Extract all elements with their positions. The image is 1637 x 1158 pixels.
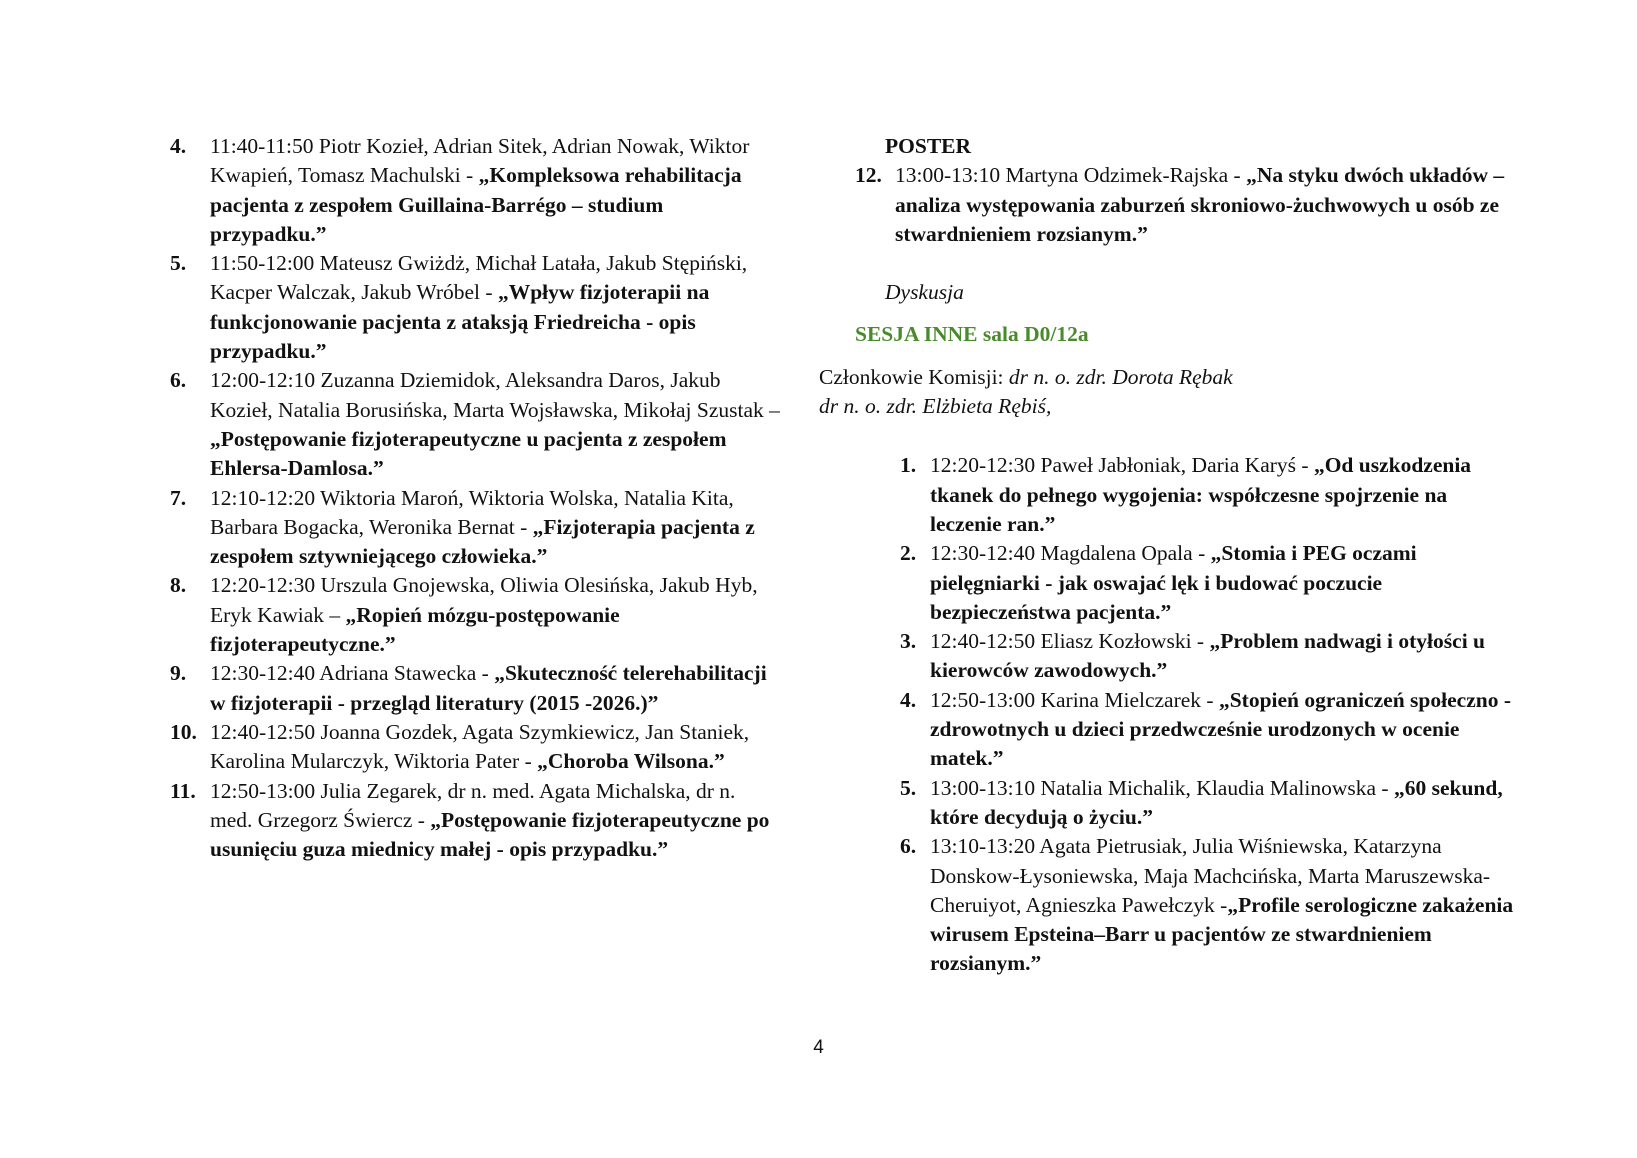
- item-authors: 12:40-12:50 Eliasz Kozłowski -: [930, 629, 1210, 654]
- program-item: [855, 161, 1515, 249]
- program-item: [855, 627, 1515, 686]
- item-authors: 13:00-13:10 Natalia Michalik, Klaudia Malinowska -: [930, 775, 1394, 800]
- item-title: „Fizjoterapia pacjenta z zespołem sztywniejącego człowieka.”: [210, 514, 755, 569]
- item-title: „Na styku dwóch układów – analiza występowania zaburzeń skroniowo-żuchwowych u osób ze stwardnieniem rozsianym.”: [895, 163, 1505, 246]
- item-number: 6.: [170, 368, 187, 393]
- item-number: 6.: [900, 834, 917, 859]
- committee-member: dr n. o. zdr. Elżbieta Rębiś,: [819, 394, 1052, 419]
- committee-label: Członkowie Komisji:: [819, 364, 1009, 389]
- item-authors: 11:50-12:00 Mateusz Gwiżdż, Michał Latała, Jakub Stępiński, Kacper Walczak, Jakub Wróbel -: [210, 251, 748, 305]
- right-column: [819, 132, 1515, 979]
- program-item: [170, 777, 780, 865]
- item-title: „Stopień ograniczeń społeczno - zdrowotnych u dzieci przedwcześnie urodzonych w ocenie matek.”: [930, 687, 1511, 771]
- item-number: 8.: [170, 573, 187, 598]
- item-title: „Problem nadwagi i otyłości u kierowców zawodowych.”: [930, 629, 1486, 683]
- item-number: 12.: [855, 163, 882, 188]
- item-title: „Stomia i PEG oczami pielęgniarki - jak oswajać lęk i budować poczucie bezpieczeństwa pacjenta.”: [930, 541, 1417, 624]
- program-item: [170, 571, 780, 659]
- item-number: 3.: [900, 629, 917, 654]
- item-number: 9.: [170, 661, 187, 686]
- page-number: 4: [813, 1037, 824, 1058]
- item-number: 5.: [170, 251, 187, 276]
- item-title: „Profile serologiczne zakażenia wirusem Epsteina–Barr u pacjentów ze stwardnieniem rozsianym.”: [930, 892, 1514, 976]
- program-item: [170, 659, 780, 718]
- item-authors: 12:20-12:30 Urszula Gnojewska, Oliwia Olesińska, Jakub Hyb, Eryk Kawiak –: [210, 573, 758, 627]
- item-authors: 12:50-13:00 Julia Zegarek, dr n. med. Agata Michalska, dr n. med. Grzegorz Świercz -: [210, 778, 736, 832]
- item-number: 11.: [170, 778, 196, 803]
- program-item: [170, 132, 780, 249]
- item-authors: 12:20-12:30 Paweł Jabłoniak, Daria Karyś -: [930, 453, 1314, 478]
- committee-member: dr n. o. zdr. Dorota Rębak: [1008, 364, 1233, 389]
- program-item: [855, 451, 1515, 539]
- item-title: „Skuteczność telerehabilitacji w fizjoterapii - przegląd literatury (2015 -2026.)”: [210, 661, 767, 715]
- item-authors: 12:10-12:20 Wiktoria Maroń, Wiktoria Wolska, Natalia Kita, Barbara Bogacka, Weronika Bernat -: [210, 485, 734, 539]
- program-item: [170, 249, 780, 366]
- program-item: [170, 484, 780, 572]
- item-authors: 12:30-12:40 Magdalena Opala -: [930, 541, 1211, 566]
- item-number: 7.: [170, 485, 187, 510]
- item-number: 4.: [170, 134, 187, 158]
- item-authors: 12:40-12:50 Joanna Gozdek, Agata Szymkiewicz, Jan Staniek, Karolina Mularczyk, Wiktoria Pater -: [210, 719, 750, 774]
- item-authors: 13:10-13:20 Agata Pietrusiak, Julia Wiśniewska, Katarzyna Donskow-Łysoniewska, Maja Machcińska, Marta Maruszewska-Cheruiyot, Agnieszka Pawełczyk -: [930, 834, 1491, 917]
- item-number: 4.: [900, 687, 917, 712]
- item-authors: 11:40-11:50 Piotr Kozieł, Adrian Sitek, Adrian Nowak, Wiktor Kwapień, Tomasz Machulski -: [210, 134, 750, 188]
- item-title: „60 sekund, które decydują o życiu.”: [930, 775, 1503, 829]
- committee-block: [819, 363, 1515, 422]
- item-authors: 12:50-13:00 Karina Mielczarek -: [930, 687, 1219, 712]
- item-title: „Postępowanie fizjoterapeutyczne po usunięciu guza miednicy małej - opis przypadku.”: [210, 807, 770, 862]
- item-title: „Choroba Wilsona.”: [537, 749, 725, 774]
- item-number: 2.: [900, 541, 917, 566]
- item-title: „Wpływ fizjoterapii na funkcjonowanie pacjenta z ataksją Friedreicha - opis przypadku.”: [210, 280, 710, 364]
- program-item: [170, 366, 780, 483]
- item-title: „Od uszkodzenia tkanek do pełnego wygojenia: współczesne spojrzenie na leczenie ran.”: [930, 453, 1472, 536]
- item-authors: 13:00-13:10 Martyna Odzimek-Rajska -: [895, 163, 1247, 188]
- program-item: [855, 686, 1515, 774]
- item-number: 1.: [900, 453, 917, 478]
- program-item: [170, 718, 780, 777]
- item-authors: 12:00-12:10 Zuzanna Dziemidok, Aleksandra Daros, Jakub Kozieł, Natalia Borusińska, Marta Wojsławska, Mikołaj Szustak –: [210, 368, 780, 422]
- item-number: 5.: [900, 775, 917, 800]
- program-item: [855, 832, 1515, 978]
- session-title: SESJA INNE sala D0/12a: [855, 322, 1089, 347]
- discussion-label: Dyskusja: [885, 280, 964, 305]
- spacer: [855, 421, 1515, 451]
- program-item: [855, 539, 1515, 627]
- item-title: „Postępowanie fizjoterapeutyczne u pacjenta z zespołem Ehlersa-Damlosa.”: [210, 426, 727, 481]
- item-title: „Ropień mózgu-postępowanie fizjoterapeutyczne.”: [210, 602, 620, 657]
- poster-label: POSTER: [885, 134, 972, 158]
- item-authors: 12:30-12:40 Adriana Stawecka -: [210, 661, 495, 686]
- item-title: „Kompleksowa rehabilitacja pacjenta z zespołem Guillaina-Barrégo – studium przypadku.”: [210, 163, 742, 246]
- program-item: [855, 774, 1515, 833]
- item-number: 10.: [170, 719, 197, 744]
- left-column: [170, 132, 780, 864]
